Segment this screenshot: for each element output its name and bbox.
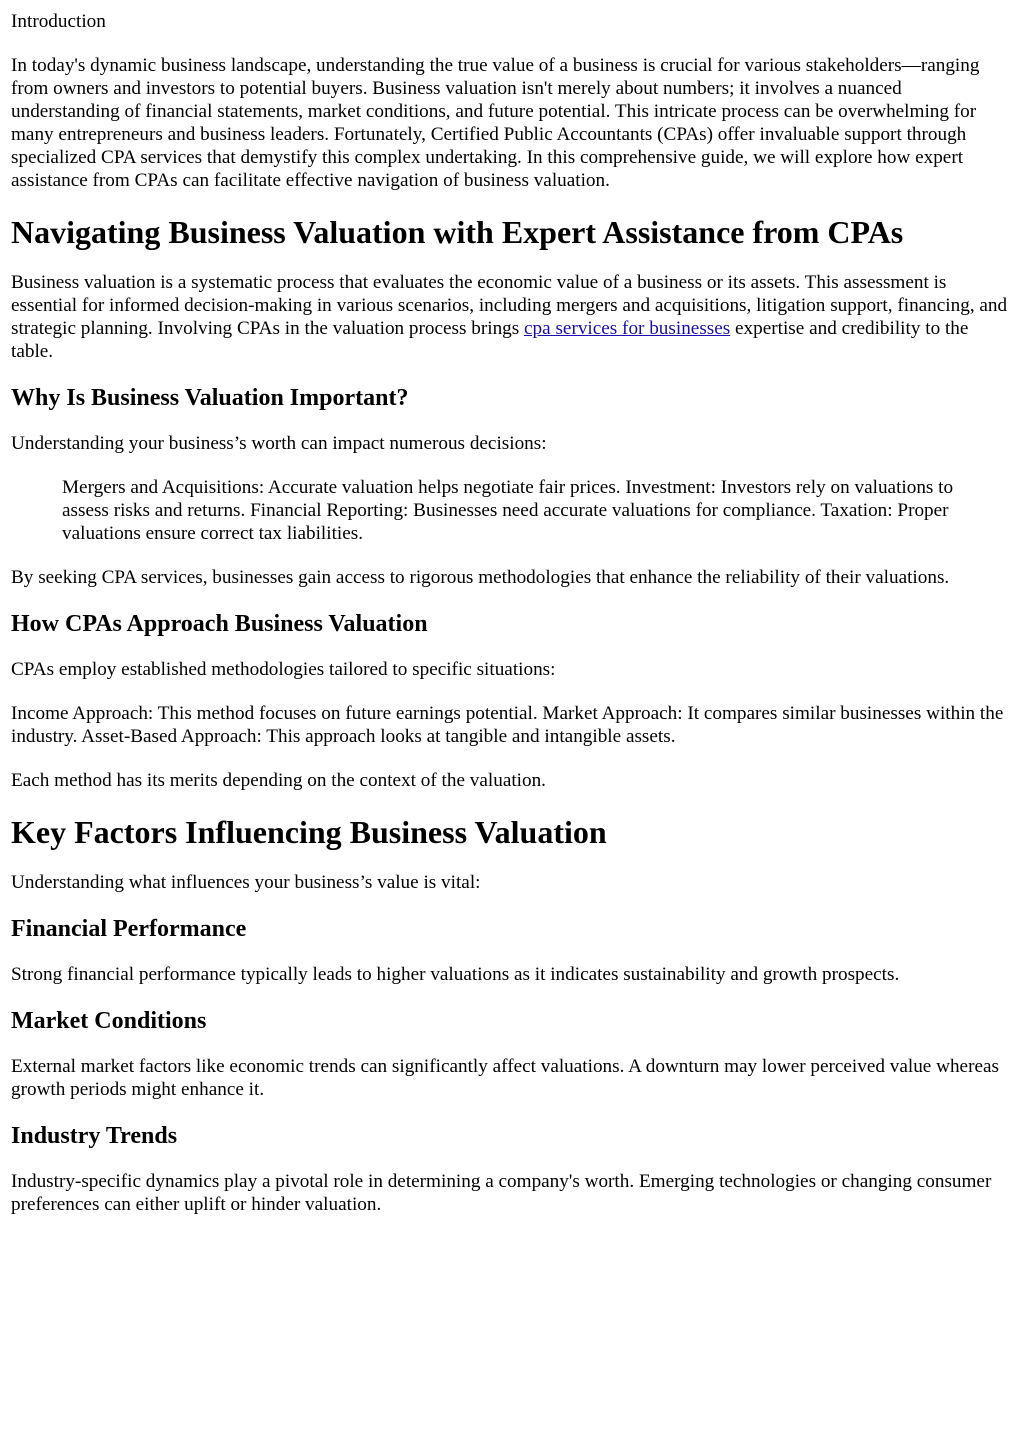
- subheading-how-cpas-approach: How CPAs Approach Business Valuation: [11, 611, 428, 637]
- cpa-services-link[interactable]: cpa services for businesses: [524, 318, 731, 339]
- how-lead-paragraph: CPAs employ established methodologies tailored to specific situations:: [11, 659, 556, 680]
- why-reasons-quote: Mergers and Acquisitions: Accurate valuation helps negotiate fair prices. Investment: Investors rely on valuations to assess risks and returns. Financial Reporting: Businesses need accurate valuations for compliance. Taxation: Proper valuations ensure correct tax liabilities.: [62, 477, 954, 544]
- paragraph-text-after-link: expertise and credibility to the table.: [11, 318, 969, 362]
- subheading-why-important: Why Is Business Valuation Important?: [11, 385, 409, 411]
- key-factors-lead-paragraph: Understanding what influences your business’s value is vital:: [11, 872, 481, 893]
- valuation-definition-paragraph: [11, 271, 1013, 363]
- intro-label: Introduction: [11, 11, 106, 32]
- paragraph-text-before-link: Business valuation is a systematic process that evaluates the economic value of a business or its assets. This assessment is essential for informed decision-making in various scenarios, including mergers and acquisitions, litigation support, financing, and strategic planning. Involving CPAs in the valuation process brings: [11, 272, 1008, 339]
- subheading-financial-performance: Financial Performance: [11, 916, 247, 942]
- how-methods-paragraph: Income Approach: This method focuses on future earnings potential. Market Approach: It compares similar businesses within the industry. Asset-Based Approach: This approach looks at tangible and intangible assets.: [11, 703, 1004, 747]
- financial-performance-paragraph: Strong financial performance typically leads to higher valuations as it indicates sustainability and growth prospects.: [11, 964, 900, 985]
- section-heading-navigating: Navigating Business Valuation with Expert Assistance from CPAs: [11, 214, 904, 250]
- section-heading-key-factors: Key Factors Influencing Business Valuation: [11, 814, 607, 850]
- market-conditions-paragraph: External market factors like economic trends can significantly affect valuations. A downturn may lower perceived value whereas growth periods might enhance it.: [11, 1056, 999, 1100]
- why-lead-paragraph: Understanding your business’s worth can impact numerous decisions:: [11, 433, 547, 454]
- subheading-industry-trends: Industry Trends: [11, 1123, 178, 1149]
- why-closing-paragraph: By seeking CPA services, businesses gain access to rigorous methodologies that enhance the reliability of their valuations.: [11, 567, 950, 588]
- how-closing-paragraph: Each method has its merits depending on the context of the valuation.: [11, 770, 546, 791]
- subheading-market-conditions: Market Conditions: [11, 1008, 207, 1034]
- industry-trends-paragraph: Industry-specific dynamics play a pivotal role in determining a company's worth. Emerging technologies or changing consumer preferences can either uplift or hinder valuation.: [11, 1171, 992, 1215]
- intro-paragraph: In today's dynamic business landscape, understanding the true value of a business is crucial for various stakeholders—ranging from owners and investors to potential buyers. Business valuation isn't merely about numbers; it involves a nuanced understanding of financial statements, market conditions, and future potential. This intricate process can be overwhelming for many entrepreneurs and business leaders. Fortunately, Certified Public Accountants (CPAs) offer invaluable support through specialized CPA services that demystify this complex undertaking. In this comprehensive guide, we will explore how expert assistance from CPAs can facilitate effective navigation of business valuation.: [11, 55, 980, 191]
